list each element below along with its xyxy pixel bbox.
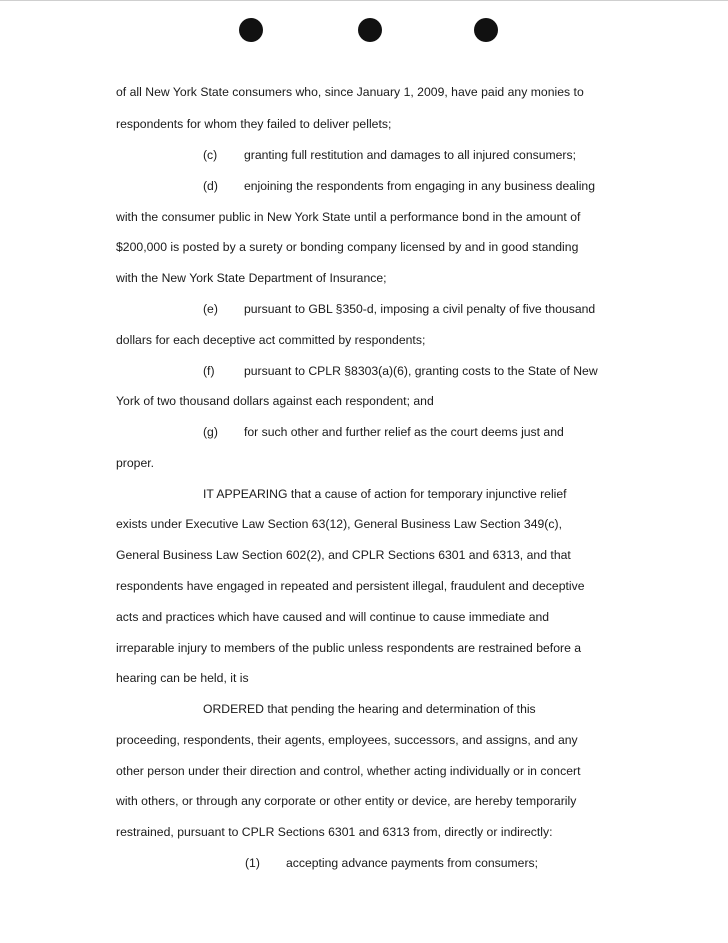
- item-text-e: pursuant to GBL §350-d, imposing a civil penalty of five thousand: [244, 302, 596, 316]
- item-label-d: (d): [203, 179, 218, 193]
- body-line: other person under their direction and control, whether acting individually or in concert: [116, 764, 581, 778]
- body-line: dollars for each deceptive act committed by respondents;: [116, 333, 426, 347]
- item-text-f: pursuant to CPLR §8303(a)(6), granting costs to the State of New: [244, 364, 598, 378]
- appearing-first-line: IT APPEARING that a cause of action for temporary injunctive relief: [203, 487, 567, 501]
- item-label-f: (f): [203, 364, 215, 378]
- punch-hole-center: [358, 18, 382, 42]
- item-label-c: (c): [203, 148, 218, 162]
- scan-edge: [0, 0, 728, 1]
- punch-hole-right: [474, 18, 498, 42]
- body-line: acts and practices which have caused and will continue to cause immediate and: [116, 610, 550, 624]
- punch-hole-left: [239, 18, 263, 42]
- body-line: General Business Law Section 602(2), and CPLR Sections 6301 and 6313, and that: [116, 548, 571, 562]
- body-line: proper.: [116, 456, 155, 470]
- body-line: respondents for whom they failed to deliver pellets;: [116, 117, 392, 131]
- body-line: with the New York State Department of Insurance;: [116, 271, 387, 285]
- body-line: of all New York State consumers who, since January 1, 2009, have paid any monies to: [116, 85, 584, 99]
- body-line: York of two thousand dollars against each respondent; and: [116, 394, 434, 408]
- item-text-1: accepting advance payments from consumers;: [286, 856, 538, 870]
- item-text-c: granting full restitution and damages to all injured consumers;: [244, 148, 576, 162]
- item-label-1: (1): [245, 856, 260, 870]
- body-line: with the consumer public in New York State until a performance bond in the amount of: [116, 210, 581, 224]
- ordered-first-line: ORDERED that pending the hearing and determination of this: [203, 702, 536, 716]
- item-text-d: enjoining the respondents from engaging in any business dealing: [244, 179, 595, 193]
- body-line: hearing can be held, it is: [116, 671, 249, 685]
- item-text-g: for such other and further relief as the court deems just and: [244, 425, 564, 439]
- body-line: restrained, pursuant to CPLR Sections 6301 and 6313 from, directly or indirectly:: [116, 825, 553, 839]
- item-label-g: (g): [203, 425, 218, 439]
- body-line: proceeding, respondents, their agents, employees, successors, and assigns, and any: [116, 733, 578, 747]
- item-label-e: (e): [203, 302, 218, 316]
- body-line: exists under Executive Law Section 63(12), General Business Law Section 349(c),: [116, 517, 562, 531]
- body-line: irreparable injury to members of the public unless respondents are restrained before a: [116, 641, 582, 655]
- body-line: respondents have engaged in repeated and persistent illegal, fraudulent and deceptive: [116, 579, 585, 593]
- body-line: with others, or through any corporate or other entity or device, are hereby temporarily: [116, 794, 577, 808]
- body-line: $200,000 is posted by a surety or bonding company licensed by and in good standing: [116, 240, 579, 254]
